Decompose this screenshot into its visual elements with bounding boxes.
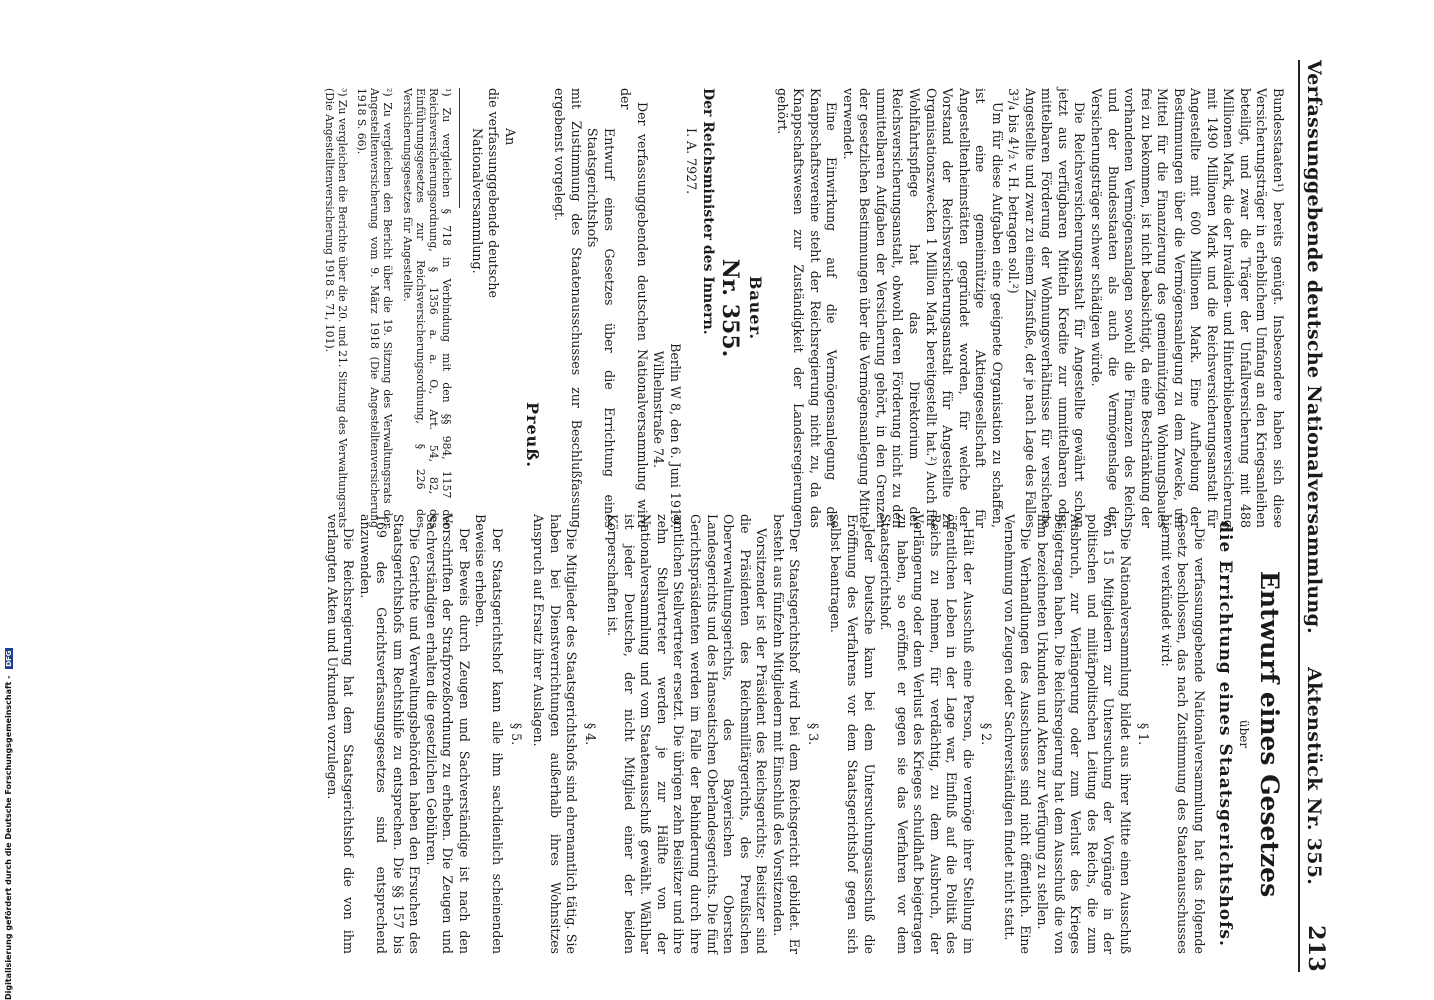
reference-number: I. A. 7927. — [684, 128, 700, 195]
letter-line: mit Zustimmung des Staatenausschusses zur Beschlußfassung ergebenst vorgelegt. — [552, 88, 584, 528]
place-date: Berlin W 8, den 6. Juni 1919. — [667, 343, 683, 528]
paragraph: Bundesstaaten¹) bereits genügt. Insbesondere haben sich diese Versicherungsträger in erheblichem Umfang an den Kriegsanleihen beteiligt, und zwar die Träger der Unfallversicherung mit 488 Millionen Mark, die der Invaliden- und Hinterbliebenenversicherung mit 1490 Millionen Mark und die Reichsversicherungsanstalt für Angestellte mit 600 Millionen Mark. Eine Aufhebung der Bestimmungen über die Vermögensanlegung zu dem Zwecke, um Mittel für die Finanzierung des gemeinnützigen Wohnungsbaues frei zu bekommen, ist nicht beabsichtigt, da eine Beschränkung der vorhandenen Vermögensanlagen sowohl die Finanzen des Reichs und der Bundesstaaten als auch die Vermögenslage der Versicherungsträger schwer schädigen würde. — [1088, 88, 1286, 528]
letter-line: Der verfassunggebenden deutschen Nationalversammlung wird der — [618, 88, 650, 528]
bill-title-about: über — [1237, 719, 1251, 749]
page-header — [1298, 60, 1338, 972]
section-heading: § 5. — [508, 722, 524, 746]
right-column — [323, 514, 1286, 954]
header-doc-ref: Aktenstück Nr. 355. — [1303, 667, 1325, 886]
section-heading: § 3. — [805, 722, 821, 746]
letter-line: Entwurf eines Gesetzes über die Errichtung eines Staatsgerichtshofs — [585, 128, 617, 528]
section-text: Der Beweis durch Zeugen und Sachverständige ist nach den Vorschriften der Strafprozeßordnung zu erheben. Die Zeugen und Sachverständigen erhalten die gesetzlichen Gebühren. — [423, 514, 472, 954]
addressee: die verfassunggebende deutsche — [486, 88, 502, 298]
digitization-credit-text: Digitalisierung gefördert durch die Deutsche Forschungsgemeinschaft - — [4, 675, 13, 1000]
section-text: Hält der Ausschuß eine Person, die vermöge ihrer Stellung im öffentlichen Leben in der Lage war, Einfluß auf die Politik des Reichs zu nehmen, für verdächtig, zu dem Ausbruch, der Verlängerung oder dem Verlust des Krieges schuldhaft beigetragen zu haben, so eröffnet er gegen sie das Verfahren vor dem Staatsgerichtshof. — [878, 514, 976, 954]
section-text: Die Mitglieder des Staatsgerichtshofs sind ehrenamtlich tätig. Sie haben bei Dienstverrichtungen außerhalb ihres Wohnsitzes Anspruch auf Ersatz ihrer Auslagen. — [531, 514, 580, 954]
bill-intro: Die verfassunggebende Nationalversammlung hat das folgende Gesetz beschlossen, das nach Zustimmung des Staatenausschusses hiermit verkündet wird: — [1158, 514, 1207, 954]
paragraph: Die Reichsversicherungsanstalt für Angestellte gewährt schon jetzt aus verfügbaren Mitteln Kredite zur unmittelbaren oder mittelbaren Förderung der Wohnungsverhältnisse für versicherte Angestellte und zwar zu einem Zinsfuße, der je nach Lage des Falles 3³/₄ bis 4¹/₂ v. H. betragen soll.²) — [1006, 88, 1088, 528]
left-column — [322, 88, 1286, 528]
section-heading: § 1. — [1136, 722, 1152, 746]
dfg-logo: DFG — [5, 650, 13, 667]
page-number: 213 — [1303, 925, 1329, 972]
signature-preuss: Preuß. — [523, 402, 543, 468]
section-text: Jeder Deutsche kann bei dem Untersuchungsausschuß die Eröffnung des Verfahrens vor dem Staatsgerichtshof gegen sich selbst beantragen. — [828, 514, 877, 954]
section-heading: § 2. — [979, 722, 995, 746]
section-text: Die Reichsregierung hat dem Staatsgerichtshof die von ihm verlangten Akten und Urkunden vorzulegen. — [324, 514, 357, 954]
paragraph: Eine Einwirkung auf die Vermögensanlegung der Knappschaftsvereine steht der Reichsregierung nicht zu, da das Knappschaftswesen zur Zuständigkeit der Landesregierungen gehört. — [774, 88, 840, 528]
digitization-credit — [4, 648, 13, 1000]
footnote: ²) Zu vergleichen den Bericht über die 19. Sitzung des Verwaltungsrats der Angestelltenversicherung vom 9. März 1918 (Die Angestelltenversicherung 1918 S. 66). — [355, 88, 395, 528]
section-text: Die Nationalversammlung bildet aus ihrer Mitte einen Ausschuß von 15 Mitgliedern zur Untersuchung der Vorgänge in der politischen und militärpolitischen Leitung des Reichs, die zum Ausbruch, zur Verlängerung oder zum Verlust des Krieges beigetragen haben. Die Reichsregierung hat dem Ausschuß die von ihm bezeichneten Urkunden und Akten zur Verfügung zu stellen. — [1034, 514, 1133, 954]
section-heading: § 4. — [582, 722, 598, 746]
paragraph: Um für diese Aufgaben eine geeignete Organisation zu schaffen, ist eine gemeinnützige Aktiengesellschaft für Angestelltenheimstätten gegründet worden, für welche der Vorstand der Reichsversicherungsanstalt für Angestellte zu Organisationszwecken 1 Million Mark bereitgestellt hat.²) Auch für Wohlfahrtspflege hat das Direktorium der Reichsversicherungsanstalt, obwohl deren Förderung nicht zu den unmittelbaren Aufgaben der Versicherung gehört, in den Grenzen der gesetzlichen Bestimmungen über die Vermögensanlegung Mittel verwendet. — [840, 88, 1005, 528]
bill-title: Entwurf eines Gesetzes — [1255, 570, 1284, 898]
footnote-divider — [459, 88, 460, 208]
bill-subtitle: die Errichtung eines Staatsgerichtshofs. — [1215, 521, 1236, 947]
section-text: Der Staatsgerichtshof wird bei dem Reichsgericht gebildet. Er besteht aus fünfzehn Mitgliedern mit Einschluß des Vorsitzenden. — [770, 514, 803, 954]
addressee: Nationalversammlung. — [469, 128, 485, 274]
section-text: Der Staatsgerichtshof kann alle ihm sachdienlich scheinenden Beweise erheben. — [473, 514, 506, 954]
section-text: Die Gerichte und Verwaltungsbehörden haben den Ersuchen des Staatsgerichtshofs um Rechtshilfe zu entsprechen. Die §§ 157 bis 169 des Gerichtsverfassungsgesetzes sind entsprechend anzuwenden. — [357, 514, 423, 954]
signature-bauer: Bauer. — [746, 275, 766, 341]
header-title: Verfassunggebende deutsche Nationalversammlung. — [1303, 60, 1325, 635]
document-number: Nr. 355. — [717, 258, 744, 358]
section-text: Vorsitzender ist der Präsident des Reichsgerichts; Beisitzer sind die Präsidenten des Reichsmilitärgerichts, des Preußischen Oberverwaltungsgerichts, des Bayerischen Obersten Landesgerichts und des Hanseatischen Oberlandesgerichts. Die fünf Gerichtspräsidenten werden im Falle der Behinderung durch ihre amtlichen Stellvertreter ersetzt. Die übrigen zehn Beisitzer und ihre zehn Stellvertreter werden je zur Hälfte von der Nationalversammlung und vom Staatenausschuß gewählt. Wählbar ist jeder Deutsche, der nicht Mitglied einer der beiden Körperschaften ist. — [605, 514, 770, 954]
street: Wilhelmstraße 74. — [651, 350, 667, 468]
footnote: ¹) Zu vergleichen § 718 in Verbindung mit den §§ 984, 1157 der Reichsversicherungsordnung, § 1356 a. a. O., Art. 54, 82, des Einführungsgesetzes zur Reichsversicherungsordnung, § 226 des Versicherungsgesetzes für Angestellte. — [400, 88, 454, 528]
section-text: Die Verhandlungen des Ausschusses sind nicht öffentlich. Eine Vernehmung von Zeugen oder Sachverständigen findet nicht statt. — [1001, 514, 1034, 954]
addressee: An — [502, 128, 518, 146]
minister-title: Der Reichsminister des Innern. — [699, 88, 716, 335]
footnote: ³) Zu vergleichen die Berichte über die 20. und 21. Sitzung des Verwaltungsrats (Die Angestelltenversicherung 1918 S. 71, 101). — [322, 88, 349, 528]
